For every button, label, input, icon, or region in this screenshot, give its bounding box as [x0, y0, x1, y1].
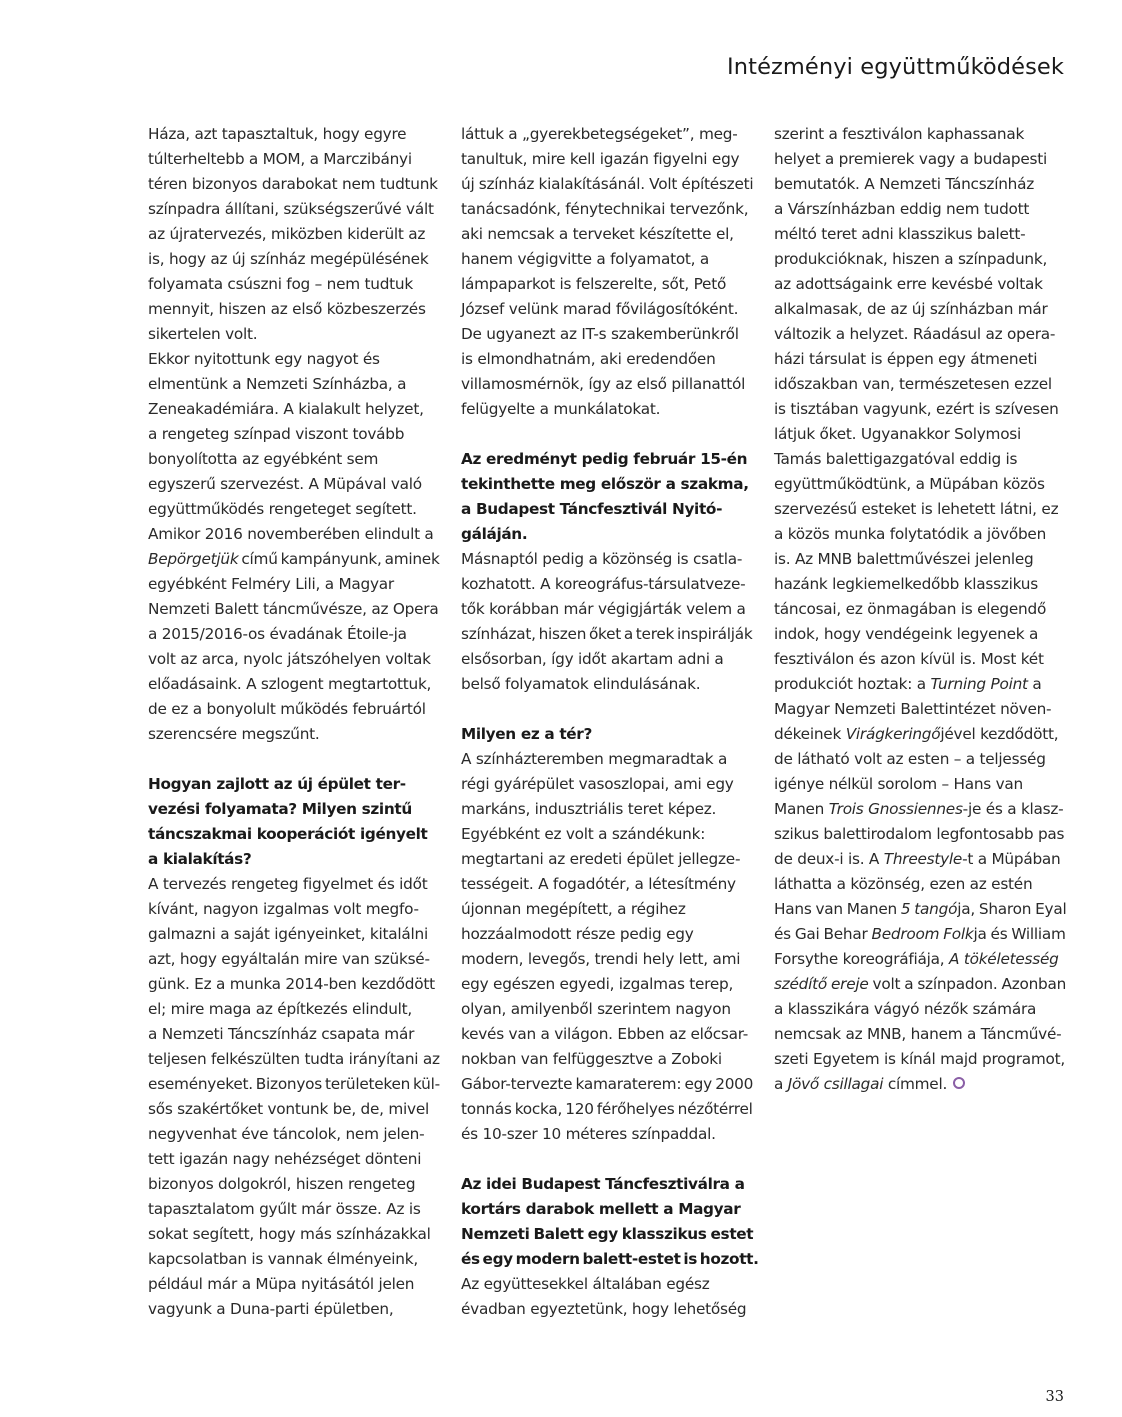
text-run: túlterheltebb a MOM, a Marczibányi [148, 150, 412, 168]
text-run: Hogyan zajlott az új épület ter- [148, 775, 406, 793]
text-run: sikertelen volt. [148, 325, 258, 343]
body-text-line [461, 172, 753, 197]
paragraph-gap [461, 697, 753, 722]
text-run: hanem végigvitte a folyamatot, a [461, 250, 710, 268]
body-text-line [774, 472, 1066, 497]
text-run: méltó teret adni klasszikus balett- [774, 225, 1026, 243]
body-text-line [774, 822, 1066, 847]
text-run: markáns, indusztriális teret képez. [461, 800, 717, 818]
text-run: időszakban van, természetesen ezzel [774, 375, 1052, 393]
body-text-line [148, 322, 440, 347]
body-text-line [461, 1122, 753, 1147]
text-run: aki nemcsak a terveket készítette el, [461, 225, 734, 243]
body-text-line [774, 672, 1066, 697]
body-text-line [461, 997, 753, 1022]
body-text-line [148, 422, 440, 447]
text-run: is. Az MNB balettművészei jelenleg [774, 550, 1034, 568]
body-text-line [774, 1047, 1066, 1072]
text-run: Az eredményt pedig február 15-én [461, 450, 748, 468]
text-run: tanácsadónk, fénytechnikai tervezőnk, [461, 200, 749, 218]
text-run: elsősorban, így időt akartam adni a [461, 650, 724, 668]
text-run: de látható volt az esten – a teljesség [774, 750, 1046, 768]
text-run: bonyolította az egyébként sem [148, 450, 379, 468]
body-text-line [148, 597, 440, 622]
text-run: Manen [774, 800, 829, 818]
body-text-line [774, 997, 1066, 1022]
body-text-line [461, 797, 753, 822]
italic-title-run: A tökéletesség [949, 950, 1059, 968]
body-text-line [148, 497, 440, 522]
body-text-line [148, 972, 440, 997]
text-run: tők korábban már végigjárták velem a [461, 600, 746, 618]
body-text-line [461, 847, 753, 872]
body-text-line [461, 947, 753, 972]
body-text-line [148, 672, 440, 697]
text-run: gáláján. [461, 525, 528, 543]
body-text-line [774, 697, 1066, 722]
text-run: sokat segített, hogy más színházakkal [148, 1225, 431, 1243]
body-text-line [774, 347, 1066, 372]
text-run: Gábor-tervezte kamaraterem: egy 2000 [461, 1075, 754, 1093]
italic-title-run: Threestyle [883, 850, 963, 868]
text-run: Amikor 2016 novemberében elindult a [148, 525, 434, 543]
text-run: nokban van felfüggesztve a Zoboki [461, 1050, 722, 1068]
text-run: mennyit, hiszen az első közbeszerzés [148, 300, 426, 318]
body-text-line [774, 872, 1066, 897]
text-run: tekinthette meg először a szakma, [461, 475, 749, 493]
body-text-line [774, 397, 1066, 422]
text-run: eseményeket. Bizonyos területeken kül- [148, 1075, 440, 1093]
text-run: például már a Müpa nyitásától jelen [148, 1275, 415, 1293]
italic-title-run: 5 tangó [900, 900, 958, 918]
text-run: galmazni a saját igényeinket, kitalálni [148, 925, 428, 943]
text-run: tapasztalatom gyűlt már össze. Az is [148, 1200, 421, 1218]
text-run: az adottságaink erre kevésbé voltak [774, 275, 1043, 293]
text-run: a Budapest Táncfesztivál Nyitó- [461, 500, 723, 518]
interview-question-line [148, 797, 440, 822]
interview-question-line [461, 1197, 753, 1222]
italic-title-run: Bedroom Folk [871, 925, 974, 943]
body-text-line [774, 922, 1066, 947]
body-text-line [148, 122, 440, 147]
body-text-line [461, 597, 753, 622]
body-text-line [148, 1272, 440, 1297]
body-text-line [774, 422, 1066, 447]
body-text-line [148, 547, 440, 572]
text-run: ja és William [973, 925, 1066, 943]
text-run: Nemzeti Balett egy klasszikus estet [461, 1225, 754, 1243]
text-run: felügyelte a munkálatokat. [461, 400, 661, 418]
text-run: vagyunk a Duna-parti épületben, [148, 1300, 394, 1318]
body-text-line [774, 597, 1066, 622]
interview-question-line [461, 522, 753, 547]
text-run: teljesen felkészülten tudta irányítani az [148, 1050, 440, 1068]
body-text-line [774, 797, 1066, 822]
text-run: bizonyos dolgokról, hiszen rengeteg [148, 1175, 416, 1193]
text-run: modern, levegős, trendi hely lett, ami [461, 950, 741, 968]
interview-question-line [148, 847, 440, 872]
text-run: új színház kialakításánál. Volt építészeti [461, 175, 754, 193]
text-run: volt a színpadon. Azonban [868, 975, 1067, 993]
body-text-line [774, 547, 1066, 572]
body-text-line [148, 1172, 440, 1197]
body-text-line [148, 222, 440, 247]
italic-title-run: szédítő ereje [774, 975, 869, 993]
paragraph-gap [461, 422, 753, 447]
text-run: a Várszínházban eddig nem tudott [774, 200, 1030, 218]
text-run: láttuk a „gyerekbetegségeket”, meg- [461, 125, 738, 143]
text-run: táncosai, ez önmagában is elegendő [774, 600, 1047, 618]
text-run: kortárs darabok mellett a Magyar [461, 1200, 741, 1218]
text-run: produkciót hoztak: a [774, 675, 931, 693]
text-run: Zeneakadémiára. A kialakult helyzet, [148, 400, 424, 418]
body-text-line [148, 1072, 440, 1097]
body-text-line [774, 322, 1066, 347]
text-run: -t a Müpában [962, 850, 1061, 868]
text-run: is tisztában vagyunk, ezért is szívesen [774, 400, 1059, 418]
text-run: helyet a premierek vagy a budapesti [774, 150, 1048, 168]
text-run: azt, hogy egyáltalán mire van szüksé- [148, 950, 430, 968]
text-run: a 2015/2016-os évadának Étoile-ja [148, 625, 407, 643]
body-text-line [148, 372, 440, 397]
body-text-line [148, 897, 440, 922]
body-text-line [461, 747, 753, 772]
body-text-line [774, 772, 1066, 797]
body-text-line [148, 997, 440, 1022]
text-run: Háza, azt tapasztaltuk, hogy egyre [148, 125, 407, 143]
body-text-line [148, 197, 440, 222]
text-run: Tamás balettigazgatóval eddig is [774, 450, 1018, 468]
body-text-line [774, 372, 1066, 397]
text-run: belső folyamatok elindulásának. [461, 675, 701, 693]
text-run: sős szakértőket vontunk be, de, mivel [148, 1100, 430, 1118]
body-text-line [774, 447, 1066, 472]
text-run: Forsythe koreográfiája, [774, 950, 950, 968]
body-text-line [148, 947, 440, 972]
body-text-line [461, 222, 753, 247]
body-text-line [148, 922, 440, 947]
body-text-line [461, 772, 753, 797]
body-text-line [461, 572, 753, 597]
body-text-line [461, 622, 753, 647]
text-run: vezési folyamata? Milyen szintű [148, 800, 412, 818]
body-text-line [461, 897, 753, 922]
body-text-line [461, 972, 753, 997]
body-text-line [148, 1022, 440, 1047]
body-text-line [774, 847, 1066, 872]
text-run: láthatta a közönség, ezen az estén [774, 875, 1033, 893]
text-run: szikus balettirodalom legfontosabb pas [774, 825, 1065, 843]
text-run: villamosmérnök, így az első pillanattól [461, 375, 746, 393]
body-text-line [148, 697, 440, 722]
text-run: együttműködés rengeteget segített. [148, 500, 417, 518]
interview-question-line [461, 722, 753, 747]
body-text-line [461, 347, 753, 372]
interview-question-line [148, 822, 440, 847]
body-text-line [774, 272, 1066, 297]
body-text-line [774, 197, 1066, 222]
text-run: jével kezdődött, [940, 725, 1059, 743]
body-text-line [774, 1022, 1066, 1047]
text-run: Nemzeti Balett táncművésze, az Opera [148, 600, 439, 618]
text-run: címmel. [883, 1075, 948, 1093]
text-run: dékeinek [774, 725, 846, 743]
text-run: Ekkor nyitottunk egy nagyot és [148, 350, 380, 368]
body-text-line [148, 447, 440, 472]
body-text-line [774, 122, 1066, 147]
text-run: de ez a bonyolult működés februártól [148, 700, 426, 718]
body-text-line [148, 1097, 440, 1122]
text-run: színpadra állítani, szükségszerűvé vált [148, 200, 434, 218]
interview-question-line [461, 497, 753, 522]
text-run: a kialakítás? [148, 850, 252, 868]
text-run: című kampányunk, aminek [238, 550, 440, 568]
body-text-line [774, 497, 1066, 522]
text-run: negyvenhat éve táncolok, nem jelen- [148, 1125, 425, 1143]
text-run: ja, Sharon Eyal [957, 900, 1067, 918]
body-text-line [148, 572, 440, 597]
body-text-line [461, 372, 753, 397]
text-run: is elmondhatnám, aki eredendően [461, 350, 716, 368]
text-run: a Nemzeti Táncszínház csapata már [148, 1025, 415, 1043]
body-text-line [774, 622, 1066, 647]
text-run: alkalmasak, de az új színházban már [774, 300, 1048, 318]
text-run: A színházteremben megmaradtak a [461, 750, 728, 768]
body-text-line [461, 547, 753, 572]
text-run: el; mire maga az építkezés elindult, [148, 1000, 413, 1018]
section-title: Intézményi együttműködések [727, 54, 1064, 80]
interview-question-line [461, 1222, 753, 1247]
paragraph-gap [461, 1147, 753, 1172]
text-run: kevés van a világon. Ebben az előcsar- [461, 1025, 749, 1043]
italic-title-run: Turning Point [930, 675, 1028, 693]
text-run: tanultuk, mire kell igazán figyelni egy [461, 150, 740, 168]
body-text-line [461, 1047, 753, 1072]
text-run: a rengeteg színpad viszont tovább [148, 425, 405, 443]
body-text-line [774, 972, 1066, 997]
body-text-line [148, 472, 440, 497]
body-text-line [461, 397, 753, 422]
text-run: együttműködtünk, a Müpában közös [774, 475, 1045, 493]
body-text-line [461, 272, 753, 297]
text-run: téren bizonyos darabokat nem tudtunk [148, 175, 438, 193]
text-run: Magyar Nemzeti Balettintézet növen- [774, 700, 1052, 718]
body-text-line [461, 1272, 753, 1297]
body-text-line [148, 1122, 440, 1147]
body-text-line [148, 247, 440, 272]
text-run: hozzáalmodott része pedig egy [461, 925, 694, 943]
text-run: a [774, 1075, 788, 1093]
body-text-line [774, 222, 1066, 247]
interview-question-line [461, 1247, 759, 1272]
body-text-line [148, 647, 440, 672]
body-text-line [461, 1022, 753, 1047]
body-text-line [461, 872, 753, 897]
text-run: kívánt, nagyon izgalmas volt megfo- [148, 900, 419, 918]
text-run: Az együttesekkel általában egész [461, 1275, 710, 1293]
body-text-line [148, 1297, 440, 1322]
body-text-line [774, 897, 1066, 922]
text-run: kapcsolatban is vannak élményeink, [148, 1250, 418, 1268]
text-run: günk. Ez a munka 2014-ben kezdődött [148, 975, 435, 993]
body-text-line [461, 672, 753, 697]
body-text-line [774, 647, 1066, 672]
text-run: szeti Egyetem is kínál majd programot, [774, 1050, 1066, 1068]
text-run: szerint a fesztiválon kaphassanak [774, 125, 1025, 143]
body-text-line [774, 247, 1066, 272]
text-run: táncszakmai kooperációt igényelt [148, 825, 428, 843]
body-text-line [774, 297, 1066, 322]
text-run: fesztiválon és azon kívül is. Most két [774, 650, 1044, 668]
body-text-line [461, 1097, 753, 1122]
body-text-line [148, 722, 440, 747]
text-run: újonnan megépített, a régihez [461, 900, 686, 918]
text-run: indok, hogy vendégeink legyenek a [774, 625, 1039, 643]
interview-question-line [461, 1172, 753, 1197]
text-run: Milyen ez a tér? [461, 725, 593, 743]
body-text-line [148, 1047, 440, 1072]
text-run: régi gyárépület vasoszlopai, ami egy [461, 775, 734, 793]
text-run: József velünk marad fővilágosítóként. [461, 300, 739, 318]
text-run: a közös munka folytatódik a jövőben [774, 525, 1047, 543]
text-run: Az idei Budapest Táncfesztiválra a [461, 1175, 745, 1193]
text-run: látjuk őket. Ugyanakkor Solymosi [774, 425, 1022, 443]
paragraph-gap [148, 747, 440, 772]
body-text-line [148, 1222, 440, 1247]
interview-question-line [461, 472, 753, 497]
body-text-line [461, 247, 753, 272]
text-run: -je és a klasz- [962, 800, 1064, 818]
text-run: egyébként Felméry Lili, a Magyar [148, 575, 394, 593]
body-text-line [148, 172, 440, 197]
text-run: színházat, hiszen őket a terek inspirálják [461, 625, 753, 643]
text-run: Hans van Manen [774, 900, 901, 918]
body-text-line [774, 747, 1066, 772]
text-column-1 [148, 122, 440, 1322]
body-text-line [148, 272, 440, 297]
text-run: változik a helyzet. Ráadásul az opera- [774, 325, 1056, 343]
body-text-line [774, 172, 1066, 197]
text-run: a [1027, 675, 1042, 693]
italic-title-run: Trois Gnossiennes [828, 800, 963, 818]
text-column-2 [461, 122, 759, 1322]
text-run: előadásaink. A szlogent megtartottuk, [148, 675, 432, 693]
interview-question-line [461, 447, 753, 472]
body-text-line [774, 147, 1066, 172]
text-run: Egyébként ez volt a szándékunk: [461, 825, 706, 843]
body-text-line [148, 1197, 440, 1222]
text-run: az újratervezés, miközben kiderült az [148, 225, 426, 243]
text-run: produkcióknak, hiszen a színpadunk, [774, 250, 1048, 268]
interview-question-line [148, 772, 440, 797]
text-run: és 10-szer 10 méteres színpaddal. [461, 1125, 716, 1143]
text-run: és Gai Behar [774, 925, 872, 943]
text-run: is, hogy az új színház megépülésének [148, 250, 429, 268]
text-run: volt az arca, nyolc játszóhelyen voltak [148, 650, 431, 668]
text-run: kozhatott. A koreográfus-társulatveze- [461, 575, 746, 593]
text-run: folyamata csúszni fog – nem tudtuk [148, 275, 413, 293]
text-run: szervezésű esteket is lehetett látni, ez [774, 500, 1059, 518]
body-text-line [148, 1247, 440, 1272]
body-text-line [461, 297, 753, 322]
text-run: hazánk legkiemelkedőbb klasszikus [774, 575, 1038, 593]
text-run: A tervezés rengeteg figyelmet és időt [148, 875, 428, 893]
body-text-line [461, 197, 753, 222]
body-text-line [461, 322, 753, 347]
body-text-line [461, 122, 753, 147]
body-text-line [774, 722, 1066, 747]
page-number: 33 [1045, 1389, 1064, 1405]
body-text-line [461, 147, 753, 172]
end-of-article-icon [953, 1077, 965, 1089]
text-run: nemcsak az MNB, hanem a Táncművé- [774, 1025, 1062, 1043]
body-text-line [461, 822, 753, 847]
body-text-line [148, 147, 440, 172]
text-run: egy egészen egyedi, izgalmas terep, [461, 975, 734, 993]
text-run: szerencsére megszűnt. [148, 725, 320, 743]
text-run: tonnás kocka, 120 férőhelyes nézőtérrel [461, 1100, 753, 1118]
text-run: tett igazán nagy nehézséget dönteni [148, 1150, 422, 1168]
text-run: lámpaparkot is felszerelte, sőt, Pető [461, 275, 727, 293]
body-text-line [148, 397, 440, 422]
text-run: bemutatók. A Nemzeti Táncszínház [774, 175, 1034, 193]
body-text-line [774, 522, 1066, 547]
body-text-line [461, 922, 753, 947]
body-text-line [148, 297, 440, 322]
text-run: és egy modern balett-estet is hozott. [461, 1250, 759, 1268]
body-text-line [148, 1147, 440, 1172]
text-run: tességeit. A fogadótér, a létesítmény [461, 875, 736, 893]
text-run: Másnaptól pedig a közönség is csatla- [461, 550, 743, 568]
text-column-3 [774, 122, 1066, 1097]
body-text-line [461, 1072, 753, 1097]
body-text-line [461, 1297, 753, 1322]
body-text-line [774, 572, 1066, 597]
text-run: házi társulat is éppen egy átmeneti [774, 350, 1038, 368]
text-run: de deux-i is. A [774, 850, 884, 868]
body-text-line [148, 872, 440, 897]
body-text-line [774, 947, 1066, 972]
text-run: olyan, amilyenből szerintem nagyon [461, 1000, 731, 1018]
text-run: egyszerű szervezést. A Müpával való [148, 475, 422, 493]
body-text-line [148, 347, 440, 372]
body-text-line [774, 1072, 1066, 1097]
text-run: évadban egyeztetünk, hogy lehetőség [461, 1300, 747, 1318]
body-text-line [148, 522, 440, 547]
body-text-line [148, 622, 440, 647]
text-run: igénye nélkül sorolom – Hans van [774, 775, 1023, 793]
text-run: a klasszikára vágyó nézők számára [774, 1000, 1037, 1018]
text-run: De ugyanezt az IT-s szakemberünkről [461, 325, 739, 343]
italic-title-run: Bepörgetjük [148, 550, 239, 568]
italic-title-run: Virágkeringő [845, 725, 941, 743]
italic-title-run: Jövő csillagai [787, 1075, 884, 1093]
body-text-line [461, 647, 753, 672]
text-run: elmentünk a Nemzeti Színházba, a [148, 375, 407, 393]
text-run: megtartani az eredeti épület jellegze- [461, 850, 741, 868]
